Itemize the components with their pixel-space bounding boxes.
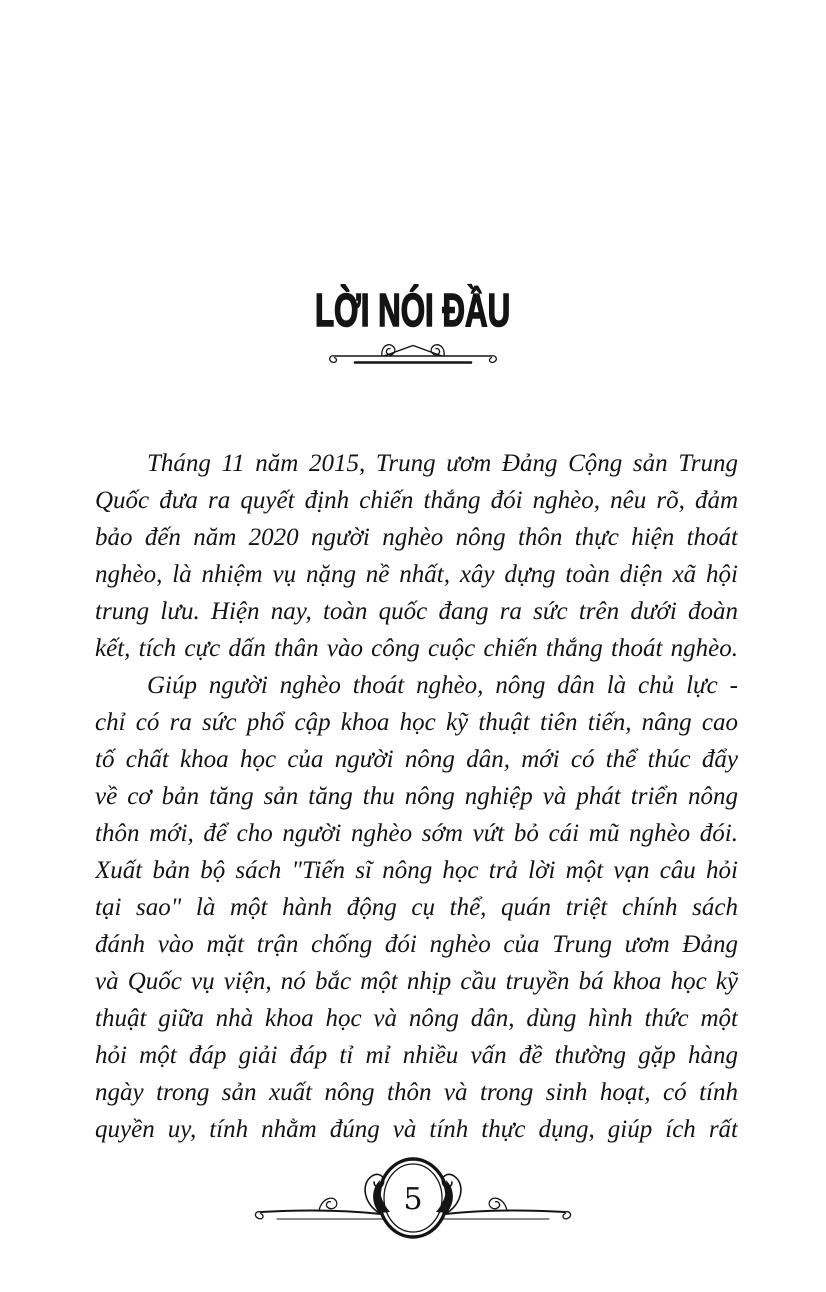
footer-flourish-left	[255, 1174, 390, 1219]
footer-flourish-right	[436, 1174, 571, 1219]
page-header	[0, 282, 826, 338]
page-number-medallion	[379, 1159, 447, 1237]
text-line: bảo đến năm 2020 người nghèo nông thôn thực hiện thoát	[95, 524, 738, 551]
body-text	[95, 445, 738, 1148]
text-line: thôn mới, để cho người nghèo sớm vứt bỏ cái mũ nghèo đói.	[95, 820, 738, 847]
text-line: Xuất bản bộ sách "Tiến sĩ nông học trả lời một vạn câu hỏi	[95, 857, 738, 884]
text-line: nghèo, là nhiệm vụ nặng nề nhất, xây dựng toàn diện xã hội	[95, 561, 738, 588]
footer-flourish-ornament	[251, 1155, 575, 1249]
text-line: Quốc đưa ra quyết định chiến thắng đói nghèo, nêu rõ, đảm	[95, 487, 738, 514]
text-line: quyền uy, tính nhằm đúng và tính thực dụng, giúp ích rất	[95, 1116, 738, 1143]
text-line: tố chất khoa học của người nông dân, mới có thể thúc đẩy	[95, 746, 738, 773]
text-line: tại sao" là một hành động cụ thể, quán triệt chính sách	[95, 894, 738, 921]
text-line: hỏi một đáp giải đáp tỉ mỉ nhiều vấn đề thường gặp hàng	[95, 1042, 738, 1069]
text-line: kết, tích cực dấn thân vào công cuộc chiến thắng thoát nghèo.	[95, 635, 738, 662]
text-line: chỉ có ra sức phổ cập khoa học kỹ thuật tiên tiến, nâng cao	[95, 709, 738, 736]
title-flourish-ornament	[324, 335, 502, 371]
text-line: Tháng 11 năm 2015, Trung ươm Đảng Cộng sản Trung	[147, 450, 738, 477]
text-line: và Quốc vụ viện, nó bắc một nhịp cầu truyền bá khoa học kỹ	[95, 968, 738, 995]
text-line: Giúp người nghèo thoát nghèo, nông dân là chủ lực -	[147, 672, 738, 699]
text-line: trung lưu. Hiện nay, toàn quốc đang ra sức trên dưới đoàn	[95, 598, 738, 625]
text-line: về cơ bản tăng sản tăng thu nông nghiệp và phát triển nông	[95, 783, 738, 810]
page-number: 5	[403, 1182, 423, 1217]
page-title: LỜI NÓI ĐẦU	[315, 284, 511, 336]
text-line: thuật giữa nhà khoa học và nông dân, dùng hình thức một	[95, 1005, 738, 1032]
text-line: ngày trong sản xuất nông thôn và trong sinh hoạt, có tính	[95, 1079, 738, 1106]
text-line: đánh vào mặt trận chống đói nghèo của Trung ươm Đảng	[95, 931, 738, 958]
